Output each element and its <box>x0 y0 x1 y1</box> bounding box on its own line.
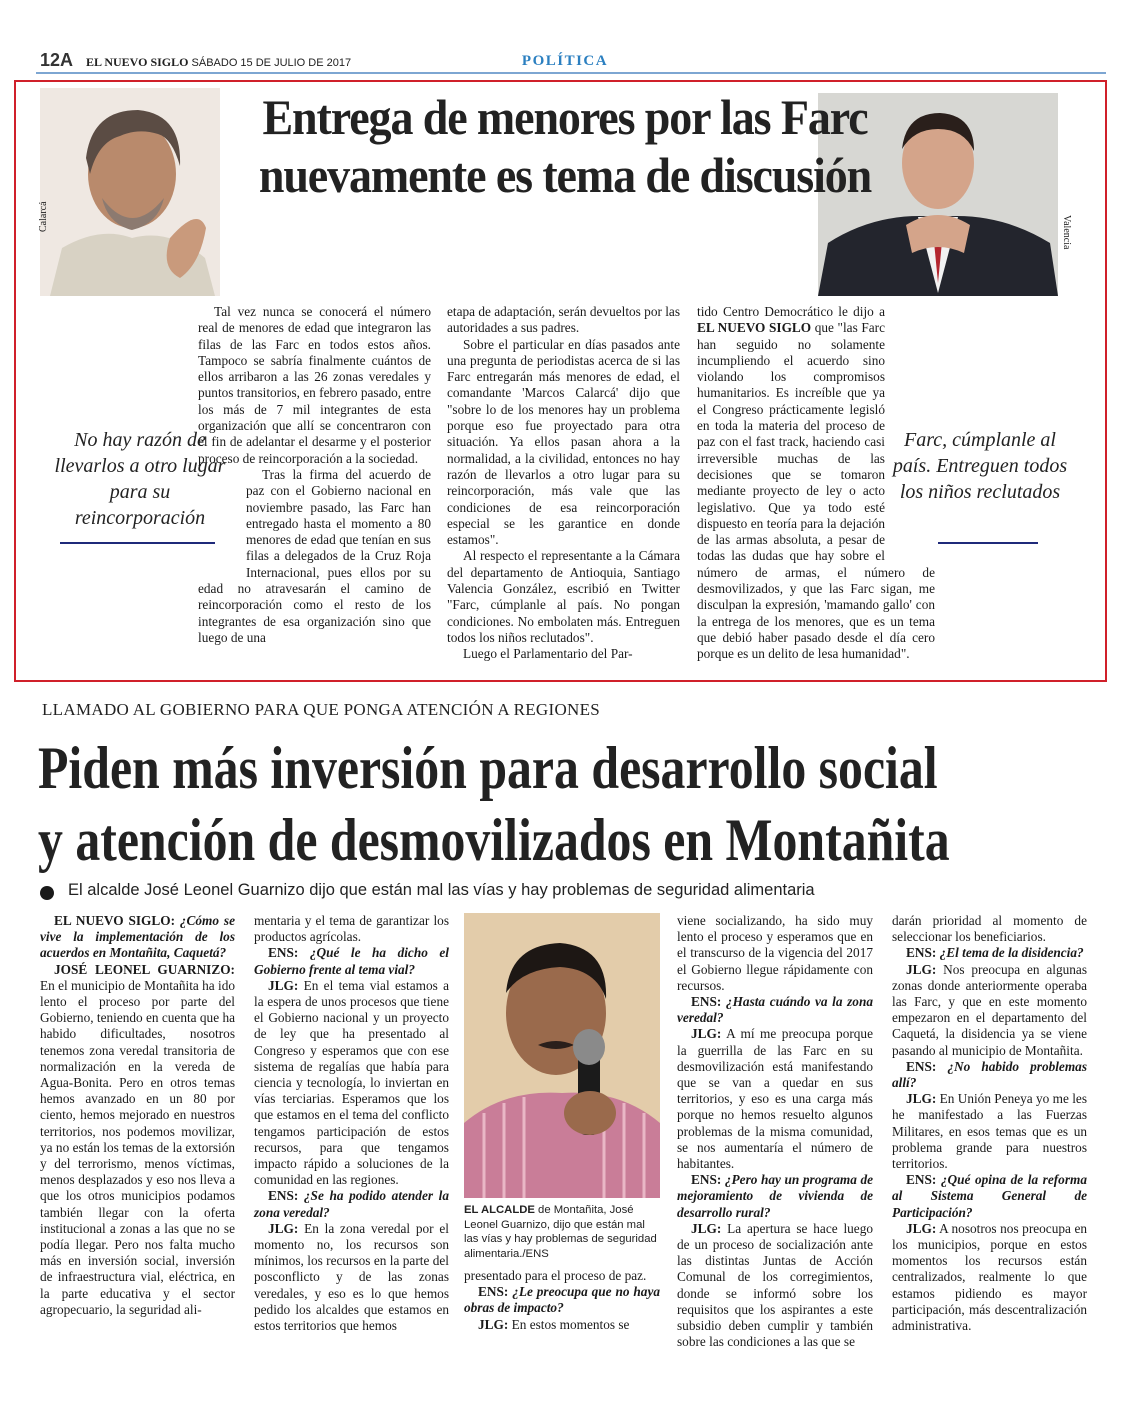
photo-credit-left: Calarcá <box>38 201 49 232</box>
paragraph: Sobre el particular en días pasados ante una pregunta de periodistas acerca de si las Farc entregarán más menores de edad, el comandante 'Marcos Calarcá' dijo que "sobre lo de los menores hay un problema porque eso fue proyectado para otra situación. Ya ellos pasan ahora a la normalidad, a la civilidad, entonces no hay razón de llevarlos a otro lugar para su reincorporación, más vale que las condiciones de esa reincorporación especial se les garantice en donde estamos". <box>447 336 680 548</box>
photo-caption <box>464 1203 660 1261</box>
answer-text: A mí me preocupa porque la guerrilla de las Farc en su desmovilización está manifestando que se van a quedar en sus territorios, y eso es una carga más porque no hemos resuelto algunos problemas de la misma comunidad, se nos aumentaría el número de habitantes. <box>677 1026 873 1172</box>
speaker: ENS: <box>906 1058 937 1074</box>
article-kicker: LLAMADO AL GOBIERNO PARA QUE PONGA ATENCIÓN A REGIONES <box>42 700 601 719</box>
question <box>892 1172 1087 1221</box>
answer-text: mentaria y el tema de garantizar los productos agrícolas. <box>254 913 449 945</box>
headline-line: Piden más inversión para desarrollo social <box>38 735 938 801</box>
caption-text: de Montañita, José Leonel Guarnizo, dijo que están mal las vías y hay problemas de seguridad alimentaria./ENS <box>464 1204 657 1260</box>
question-text: ¿No habido problemas allí? <box>892 1058 1087 1091</box>
question-text: ¿El tema de la disidencia? <box>936 945 1084 961</box>
answer <box>892 962 1087 1059</box>
paragraph: Tal vez nunca se conocerá el número real de menores de edad que integraron las filas de las Farc en todos estos años. Tampoco se sabría finalmente cuántos de ellos arribaron a las 26 zonas veredales y puntos transitorios, en febrero pasado, entre los más de 7 mil integrantes de esta organización que allí se concentraron con el fin de adelantar el desarme y el posterior proceso de reincorporación a la sociedad. <box>198 304 431 466</box>
speaker: JLG: <box>268 977 299 993</box>
speaker: ENS: <box>268 945 299 961</box>
speaker: ENS: <box>691 994 722 1010</box>
answer-text: En estos momentos se <box>508 1316 630 1332</box>
issue-date: SÁBADO 15 DE JULIO DE 2017 <box>191 57 352 69</box>
question <box>40 913 235 962</box>
feature-column-2 <box>447 304 680 663</box>
speaker: JLG: <box>691 1026 722 1042</box>
page-number: 12A <box>40 50 74 70</box>
speaker: JLG: <box>906 1220 937 1236</box>
feature-column-1 <box>198 304 431 646</box>
speaker: JLG: <box>691 1220 722 1236</box>
question-text: ¿Qué le ha dicho el Gobierno frente al tema vial? <box>254 945 449 977</box>
question <box>464 1284 660 1316</box>
header-rule <box>36 72 1106 74</box>
speaker: ENS: <box>478 1284 509 1300</box>
answer <box>40 962 235 1318</box>
answer-text: viene socializando, ha sido muy lento el proceso y esperamos que en el transcurso de la vigencia del 2017 el Gobierno llegue rápidamente con recursos. <box>677 913 873 993</box>
text: que "las Farc han seguido no solamente incumpliendo el acuerdo sino violando los compromisos humanitarios. Es increíble que ya el Congreso prácticamente legisló en toda la materia del proceso de paz con el fast track, haciendo casi irreversible muchas de las decisiones que se tomaron mediante proyecto de ley o acto legislativo. Que ya todo esté dispuesto en teoría para la dejación de las armas absoluta, a pesar de todas las dudas que hay sobre el número de armas, el número de desmovilizados, y que las Farc sigan, me disculpan la expresión, 'mamando gallo' con la entrega de los menores, que es un tema que debió haber pasado desde el día cero porque es un delito de lesa humanidad". <box>697 320 935 662</box>
masthead <box>86 55 351 70</box>
question-text: ¿Se ha podido atender la zona veredal? <box>254 1188 449 1220</box>
question <box>892 945 1087 961</box>
feature-column-3 <box>697 304 935 663</box>
answer <box>464 1317 660 1333</box>
answer-text: A nosotros nos preocupa en los municipios, porque en estos momentos los recursos están centralizados, realmente lo que estamos pidiendo es mayor participación, más descentralización administrativa. <box>892 1220 1087 1334</box>
bullet-icon <box>40 886 54 900</box>
question-text: ¿Hasta cuándo va la zona veredal? <box>677 994 873 1026</box>
pullquote-right: Farc, cúmplanle al país. Entreguen todos los niños reclutados <box>892 429 1068 503</box>
speaker: JLG: <box>906 1091 937 1107</box>
answer-text: Nos preocupa en algunas zonas donde anteriormente operaba las Farc, y que en este momento empezaron en el departamento del Caquetá, la disidencia ya se viene pasando al municipio de Montañita. <box>892 961 1087 1058</box>
answer-text: presentado para el proceso de paz. <box>464 1268 647 1283</box>
answer-text: La apertura se hace luego de un proceso de socialización ante las distintas Juntas de Acción Comunal de los corregimientos, donde se informó sobre los requisitos que los aspirantes a este subsidio deben cumplir y también sobre las condiciones a las que se <box>677 1220 873 1350</box>
paragraph: Luego el Parlamentario del Par- <box>463 646 633 662</box>
paper-name-inline: EL NUEVO SIGLO <box>697 320 812 336</box>
question-text: ¿Le preocupa que no haya obras de impacto? <box>464 1284 660 1316</box>
paragraph: Tras la firma del acuerdo de paz con el Gobierno nacional en noviembre pasado, las Farc han entregado hasta el momento a 80 menores de edad que tenían en sus filas a delegados de la Cruz Roja Internacional, pues ellos por su edad no atravesarán el camino de reincorporación como el resto de los integrantes de esa organización sino que luego de una <box>198 466 431 645</box>
pullquote-rule <box>938 542 1038 544</box>
pullquote-left: No hay razón de llevarlos a otro lugar para su reincorporación <box>54 429 226 529</box>
photo-credit-right: Valencia <box>1061 215 1072 250</box>
paragraph: Al respecto el representante a la Cámara del departamento de Antioquia, Santiago Valencia González, escribió en Twitter "Farc, cúmplanle al país. No pongan condiciones. No embolaten más. Entreguen todos los niños reclutados". <box>447 548 680 645</box>
answer <box>677 1026 873 1172</box>
question <box>254 945 449 977</box>
caption-lead: EL ALCALDE <box>464 1204 535 1216</box>
interview-column-2 <box>254 913 449 1334</box>
interview-column-5 <box>892 913 1087 1334</box>
paragraph: etapa de adaptación, serán devueltos por las autoridades a sus padres. <box>447 304 680 336</box>
paper-name: EL NUEVO SIGLO <box>86 55 189 69</box>
speaker: JLG: <box>478 1316 509 1332</box>
question <box>677 994 873 1026</box>
portrait-illustration <box>40 88 220 296</box>
speaker: JLG: <box>906 961 937 977</box>
article-headline <box>38 732 950 876</box>
answer-text: En la zona veredal por el momento no, los recursos son mínimos, los recursos en la parte del posconflicto y de las zonas veredales, y eso es lo que hemos pedido los alcaldes que estamos en estos territorios que hemos <box>254 1220 449 1334</box>
interview-column-1 <box>40 913 235 1318</box>
answer-text: En Unión Peneya yo me les he manifestado a las Fuerzas Militares, en esos temas que es un problema grande para nuestros territorios. <box>892 1091 1087 1172</box>
answer <box>892 1091 1087 1172</box>
portrait-illustration <box>464 913 660 1198</box>
answer-text: En el municipio de Montañita ha ido lento el proceso por parte del Gobierno, teniendo en cuenta que ha habido dificultades, nosotros tenemos zona veredal transitoria de normalización en la vereda de Agua-Bonita. Pero en otros temas hemos avanzado en un 80 por ciento, hemos mejorado en nuestros territorios, nos podemos movilizar, ya no están los temas de la extorsión y del terrorismo, menos víctimas, menos desplazados y eso nos lleva a que los otros municipios podamos también llegar con la oferta institucional a zonas a las que no se podía llegar. Pero nos falta mucho más en inversión social, inversión de infraestructura vial, eléctrica, en la parte educativa y el sector agropecuario, la seguridad ali- <box>40 977 235 1317</box>
question-text: ¿Cómo se vive la implementación de los acuerdos en Montañita, Caquetá? <box>40 913 235 961</box>
interview-column-3 <box>464 1268 660 1333</box>
answer <box>677 1221 873 1351</box>
photo-calarca <box>40 88 220 296</box>
article-deck: El alcalde José Leonel Guarnizo dijo que están mal las vías y hay problemas de seguridad alimentaria <box>68 881 815 899</box>
speaker: EL NUEVO SIGLO: <box>54 913 176 928</box>
answer <box>254 1221 449 1334</box>
headline-line: y atención de desmovilizados en Montañita <box>38 807 950 873</box>
question <box>254 1188 449 1220</box>
photo-alcalde <box>464 913 660 1198</box>
interview-column-4 <box>677 913 873 1350</box>
section-label: POLÍTICA <box>521 53 609 69</box>
question <box>892 1059 1087 1091</box>
pullquote-rule <box>60 542 215 544</box>
answer <box>254 978 449 1189</box>
speaker: ENS: <box>906 1172 937 1188</box>
text: tido Centro Democrático le dijo a <box>697 304 885 319</box>
feature-headline: Entrega de menores por las Farc nuevamente es tema de discusión <box>258 89 872 203</box>
question-text: ¿Pero hay un programa de mejoramiento de vivienda de desarrollo rural? <box>677 1172 873 1220</box>
answer <box>892 1221 1087 1334</box>
speaker: JLG: <box>268 1220 299 1236</box>
speaker: JOSÉ LEONEL GUARNIZO: <box>54 961 235 977</box>
question <box>677 1172 873 1221</box>
speaker: ENS: <box>691 1172 722 1188</box>
question-text: ¿Qué opina de la reforma al Sistema General de Participación? <box>892 1172 1087 1220</box>
answer-text: darán prioridad al momento de seleccionar los beneficiarios. <box>892 913 1087 945</box>
speaker: ENS: <box>268 1188 299 1204</box>
answer-text: En el tema vial estamos a la espera de unos procesos que tiene el Gobierno nacional y un proyecto de ley que ha presentado al Congreso y esperamos que con ese sistema de regalías que había para ciencia y tecnología, lo inviertan en vías terciarias. Esperamos que los que estamos en el tema del conflicto tengamos participación de estos recursos, para que tengamos impacto rápido a soluciones de la comunidad en las regiones. <box>254 977 449 1188</box>
speaker: ENS: <box>906 945 937 961</box>
